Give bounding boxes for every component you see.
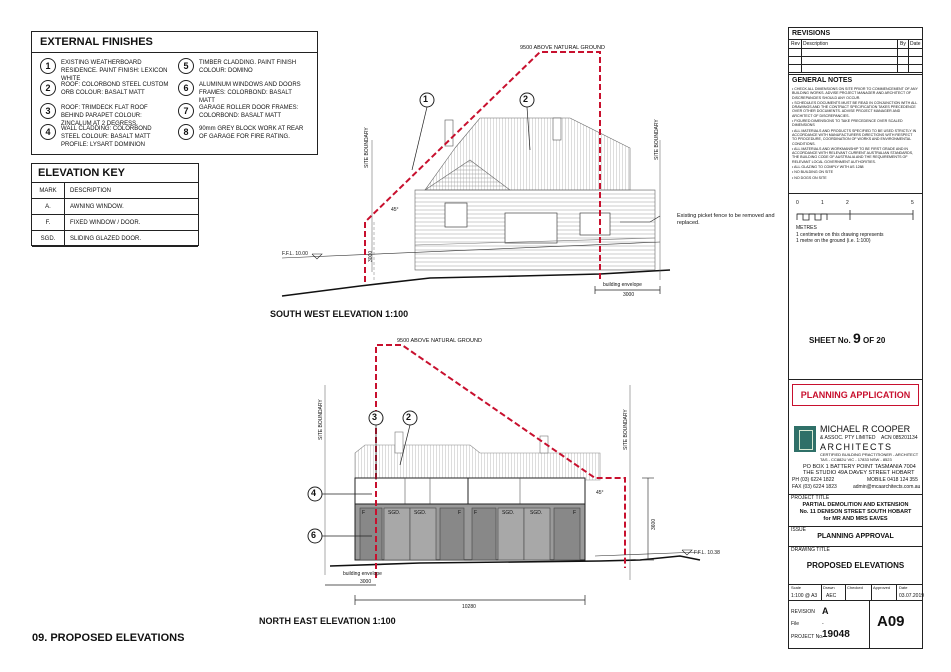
date-value: 03.07.2019 (899, 593, 925, 599)
firm-email: admin@mcaarchitects.com.au (853, 484, 921, 490)
finish-text: 90mm GREY BLOCK WORK AT REAR OF GARAGE FOR FIRE RATING. (199, 126, 304, 140)
scale-tick: 0 (796, 200, 799, 206)
project-line3: for MR AND MRS EAVES (823, 516, 888, 522)
ne-mark: F (458, 510, 462, 516)
planning-application-stamp: PLANNING APPLICATION (792, 384, 919, 406)
firm-mobile: MOBILE 0418 124 355 (867, 477, 918, 483)
project-no: 19048 (822, 629, 850, 640)
ne-mark: SGD. (530, 510, 543, 516)
general-note: • SCHEDULES DOCUMENTS MUST BE READ IN CONJUNCTION WITH ALL DRAWINGS AND THE CONTRACT SPECIFICATION TAKES PRECEDENCE OVER OTHER DOCUMENTS. ADVISE PROJECT MANAGER AND ARCHITECT OF DISCREPANCIES. (792, 100, 918, 118)
sw-site-boundary-right: SITE BOUNDARY (654, 119, 660, 160)
finish-number: 4 (40, 124, 56, 140)
ne-dim1: 3000 (360, 579, 372, 585)
revisions-title: REVISIONS (792, 30, 831, 37)
ne-above-ground-label: 9500 ABOVE NATURAL GROUND (397, 338, 482, 344)
scale-note2: 1 metre on the ground (i.e. 1:100) (796, 238, 871, 244)
general-note: • ALL MATERIALS AND WORKMANSHIP TO BE FIRST GRADE AND IN ACCORDANCE WITH RELEVANT CURRENT AUSTRALIAN STANDARDS, THE BUILDING CODE OF AUSTRALIA AND THE REQUIREMENTS OF RELEVANT LOCAL GOVERNMENT AUTHORITIES. (792, 146, 914, 164)
issue-label: ISSUE (791, 527, 807, 533)
key-head-desc: DESCRIPTION (65, 183, 199, 199)
date-label: Date (899, 585, 908, 590)
rev-head: Date (910, 41, 921, 47)
south-west-elevation (282, 52, 670, 296)
revision-label: REVISION (791, 609, 815, 615)
ne-mark: F (573, 510, 577, 516)
ne-site-boundary-left: SITE BOUNDARY (318, 399, 324, 440)
scale-label: Scale (791, 585, 802, 590)
general-note: • ALL MATERIALS AND PRODUCTS SPECIFIED TO BE USED STRICTLY IN ACCORDANCE WITH MANUFACTURERS DIRECTIONS WITH RESPECT TO PROCEDURE, COORDINATION OF WORKS AND ENVIRONMENTAL CONDITIONS. (792, 128, 917, 146)
finish-number: 6 (178, 80, 194, 96)
key-mark: SGD. (32, 231, 65, 247)
finish-number: 5 (178, 58, 194, 74)
sheet-prefix: SHEET No. (809, 336, 851, 345)
drawing-label: DRAWING TITLE (791, 547, 830, 553)
sw-tag-1: 1 (423, 94, 429, 104)
sheet-code: A09 (877, 613, 905, 630)
scale-tick: 5 (911, 200, 914, 206)
approved-label: Approved (873, 585, 891, 590)
firm-architects: ARCHITECTS (820, 442, 893, 452)
drawn-label: Drawn (823, 585, 835, 590)
firm-reg: TAS - CC882U VIC - 17833 NSW - 8523 (820, 457, 892, 462)
finish-text: EXISTING WEATHERBOARD RESIDENCE. PAINT FINISH: LEXICON WHITE (61, 60, 168, 82)
firm-sub: & ASSOC. PTY LIMITED (820, 435, 876, 441)
project-line2: No. 11 DENISON STREET SOUTH HOBART (799, 509, 912, 515)
page-title: 09. PROPOSED ELEVATIONS (32, 632, 185, 644)
key-desc: AWNING WINDOW. (65, 199, 199, 215)
general-note: • CHECK ALL DIMENSIONS ON SITE PRIOR TO COMMENCEMENT OF ANY BUILDING WORKS. ADVISE PROJECT MANAGER AND ARCHITECT OF DISCREPANCIES SHOULD ANY OCCUR. (792, 87, 918, 100)
project-no-label: PROJECT No. (791, 634, 824, 640)
general-notes-title: GENERAL NOTES (792, 77, 853, 84)
general-note: • ALL GLAZING TO COMPLY WITH AS 1288 (792, 165, 864, 170)
ne-tag-3: 3 (372, 412, 378, 422)
firm-addr1: PO BOX 1 BATTERY POINT TASMANIA 7004 (803, 464, 916, 470)
project-label: PROJECT TITLE (791, 495, 830, 501)
firm-phone: PH (03) 6224 1822 (792, 477, 835, 483)
general-note: • NO DOGS ON SITE (792, 175, 827, 180)
scale-unit: METRES (796, 225, 817, 231)
key-desc: FIXED WINDOW / DOOR. (65, 215, 199, 231)
finish-number: 2 (40, 80, 56, 96)
firm-acn: ACN 085201134 (881, 435, 918, 441)
sw-angle: 45° (391, 207, 399, 213)
ne-mark: SGD. (388, 510, 401, 516)
sw-site-boundary-left: SITE BOUNDARY (364, 127, 370, 168)
sheet-number (809, 330, 885, 346)
sw-fence-note: Existing picket fence to be removed and replaced. (677, 213, 775, 226)
finish-text: ROOF: COLORBOND STEEL CUSTOM ORB COLOUR: BASALT MATT (61, 82, 169, 96)
revision-value: A (822, 606, 829, 616)
firm-fax: FAX (03) 6224 1823 (792, 484, 837, 490)
scale-value: 1:100 @ A3 (791, 593, 818, 599)
sw-above-ground-label: 9500 ABOVE NATURAL GROUND (520, 45, 605, 51)
sw-ffl: F.F.L. 10.00 (282, 251, 308, 257)
sw-tag-2: 2 (523, 94, 529, 104)
key-mark: F. (32, 215, 65, 231)
key-mark: A. (32, 199, 65, 215)
ne-mark: SGD. (502, 510, 515, 516)
scale-bar (795, 200, 917, 222)
finish-text: WALL CLADDING: COLORBOND STEEL COLOUR: BASALT MATT PROFILE: LYSART DOMINION (61, 126, 152, 148)
project-line1: PARTIAL DEMOLITION AND EXTENSION (802, 502, 909, 508)
file-value: - (822, 621, 824, 627)
sheet-no: 9 (853, 330, 861, 346)
finish-text: GARAGE ROLLER DOOR FRAMES: COLORBOND: BASALT MATT (199, 105, 299, 119)
ne-tag-6: 6 (311, 530, 317, 540)
scale-tick: 2 (846, 200, 849, 206)
north-east-elevation (308, 345, 700, 605)
ne-angle: 45° (596, 490, 604, 496)
file-label: File (791, 621, 800, 627)
sw-title: SOUTH WEST ELEVATION 1:100 (270, 309, 409, 319)
ne-height: 3600 (651, 518, 657, 530)
finish-number: 7 (178, 103, 194, 119)
ne-mark: F (474, 510, 478, 516)
rev-head: Rev (791, 41, 800, 47)
ne-title: NORTH EAST ELEVATION 1:100 (259, 616, 396, 626)
ne-tag-2: 2 (406, 412, 412, 422)
elevation-key-title: ELEVATION KEY (32, 164, 198, 183)
firm-logo (794, 426, 816, 452)
ne-mark: SGD. (414, 510, 427, 516)
title-block (788, 27, 923, 649)
ne-ffl: F.F.L. 10.38 (694, 550, 720, 556)
general-notes (792, 87, 918, 181)
firm-cert: CERTIFIED BUILDING PRACTITIONER - ARCHITECT (820, 452, 919, 457)
ne-mark: F (362, 510, 366, 516)
checked-label: Checked (847, 585, 863, 590)
general-note: • NO BUILDING ON SITE (792, 170, 833, 175)
key-head-mark: MARK (32, 183, 65, 199)
sw-envelope: building envelope (603, 282, 642, 288)
ne-site-boundary-right: SITE BOUNDARY (623, 409, 629, 450)
external-finishes-title: EXTERNAL FINISHES (32, 32, 317, 53)
ne-dim2: 10280 (462, 604, 476, 610)
rev-head: Description (803, 41, 829, 47)
general-note: • FIGURED DIMENSIONS TO TAKE PRECEDENCE OVER SCALED DIMENSIONS (792, 119, 903, 128)
ne-envelope: building envelope (343, 571, 382, 577)
finish-text: TIMBER CLADDING. PAINT FINISH COLOUR: DOMINO (199, 60, 297, 74)
drawn-value: AEC (826, 593, 837, 599)
scale-note1: 1 centimetre on this drawing represents (796, 232, 884, 238)
finish-number: 1 (40, 58, 56, 74)
finish-number: 3 (40, 103, 56, 119)
sheet-suffix: OF 20 (863, 336, 886, 345)
issue-value: PLANNING APPROVAL (817, 533, 894, 540)
sw-height: 3000 (368, 250, 374, 262)
finish-number: 8 (178, 124, 194, 140)
sw-dim: 3000 (623, 292, 635, 298)
finish-text: ALUMINUM WINDOWS AND DOORS FRAMES: COLORBOND: BASALT MATT (199, 82, 301, 104)
project-title (789, 502, 922, 523)
ne-tag-4: 4 (311, 488, 317, 498)
finish-text: ROOF: TRIMDECK FLAT ROOF BEHIND PARAPET COLOUR: ZINCALUM AT 2 DEGRESS. (61, 105, 148, 127)
drawing-title: PROPOSED ELEVATIONS (806, 561, 905, 570)
firm-addr2: THE STUDIO 49A DAVEY STREET HOBART (803, 470, 915, 476)
rev-head: By (900, 41, 906, 47)
firm-name: MICHAEL R COOPER (820, 424, 911, 434)
scale-tick: 1 (821, 200, 824, 206)
key-desc: SLIDING GLAZED DOOR. (65, 231, 199, 247)
